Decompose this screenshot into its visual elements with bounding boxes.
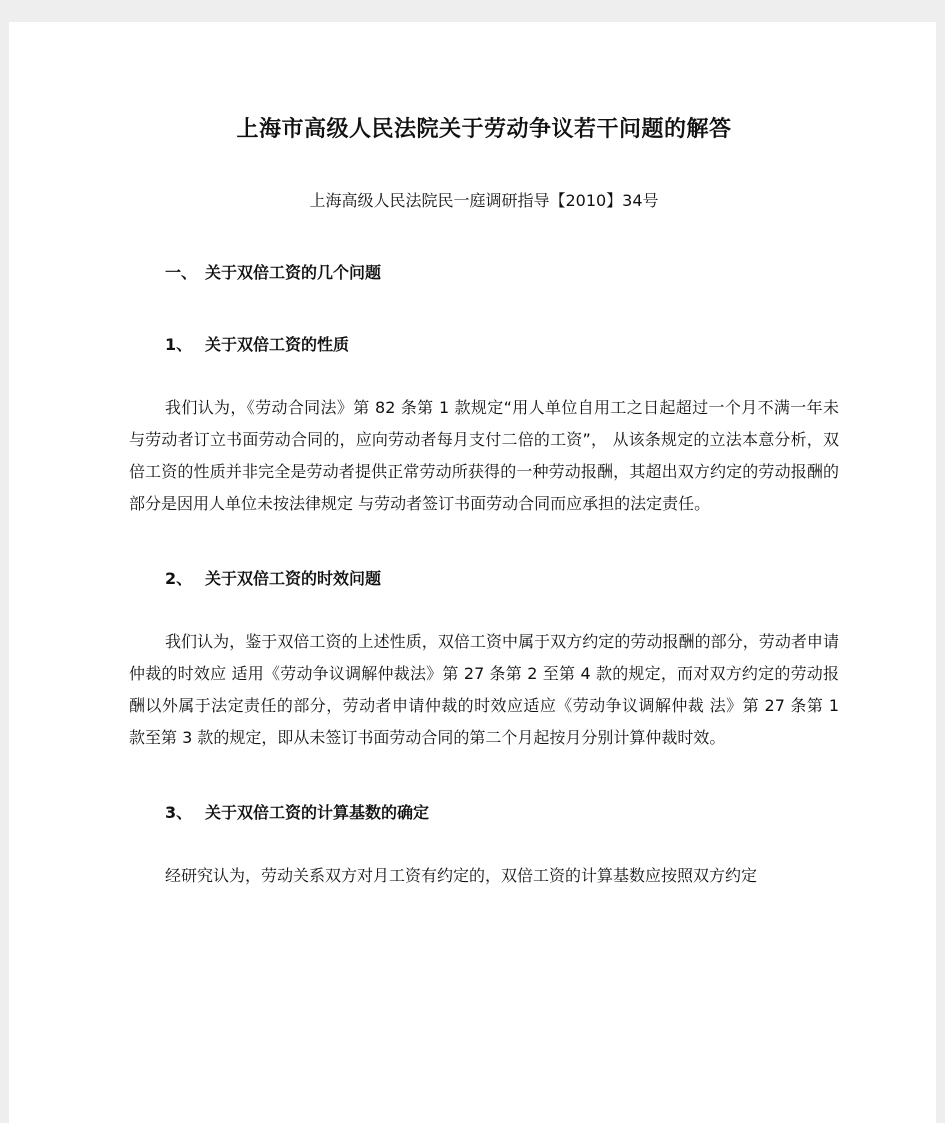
- subsection-heading-3: [129, 800, 839, 826]
- paragraph-3: 经研究认为，劳动关系双方对月工资有约定的，双倍工资的计算基数应按照双方约定: [165, 866, 758, 885]
- paragraph-2: 我们认为，鉴于双倍工资的上述性质，双倍工资中属于双方约定的劳动报酬的部分，劳动者申请仲裁的时效应 适用《劳动争议调解仲裁法》第 27 条第 2 至第 4 款的规定，而对双方约定的劳动报酬以外属于法定责任的部分，劳动者申请仲裁的时效应适应《劳动争议调解仲裁 法》第 27 条第 1 款至第 3 款的规定，即从未签订书面劳动合同的第二个月起按月分别计算仲裁时效。: [129, 632, 839, 747]
- section-title: 关于双倍工资的几个问题: [205, 263, 382, 282]
- subsection-heading-2: [129, 566, 839, 592]
- subsection-title: 关于双倍工资的计算基数的确定: [205, 803, 430, 822]
- document-body: [129, 114, 839, 892]
- document-subtitle: 上海高级人民法院民一庭调研指导【2010】34号: [309, 191, 659, 210]
- section-heading-1: [129, 260, 839, 286]
- subsection-heading-1: [129, 332, 839, 358]
- subsection-number: 1、: [165, 335, 193, 354]
- subsection-number: 2、: [165, 569, 193, 588]
- subsection-title: 关于双倍工资的性质: [205, 335, 350, 354]
- section-number: 一、: [165, 263, 198, 282]
- document-page: [9, 22, 936, 1123]
- subsection-number: 3、: [165, 803, 193, 822]
- paragraph-1: 我们认为，《劳动合同法》第 82 条第 1 款规定“用人单位自用工之日起超过一个月不满一年未与劳动者订立书面劳动合同的，应向劳动者每月支付二倍的工资”， 从该条规定的立法本意分析，双倍工资的性质并非完全是劳动者提供正常劳动所获得的一种劳动报酬，其超出双方约定的劳动报酬的部分是因用人单位未按法律规定 与劳动者签订书面劳动合同而应承担的法定责任。: [129, 398, 839, 513]
- subsection-title: 关于双倍工资的时效问题: [205, 569, 382, 588]
- document-title: 上海市高级人民法院关于劳动争议若干问题的解答: [236, 117, 732, 142]
